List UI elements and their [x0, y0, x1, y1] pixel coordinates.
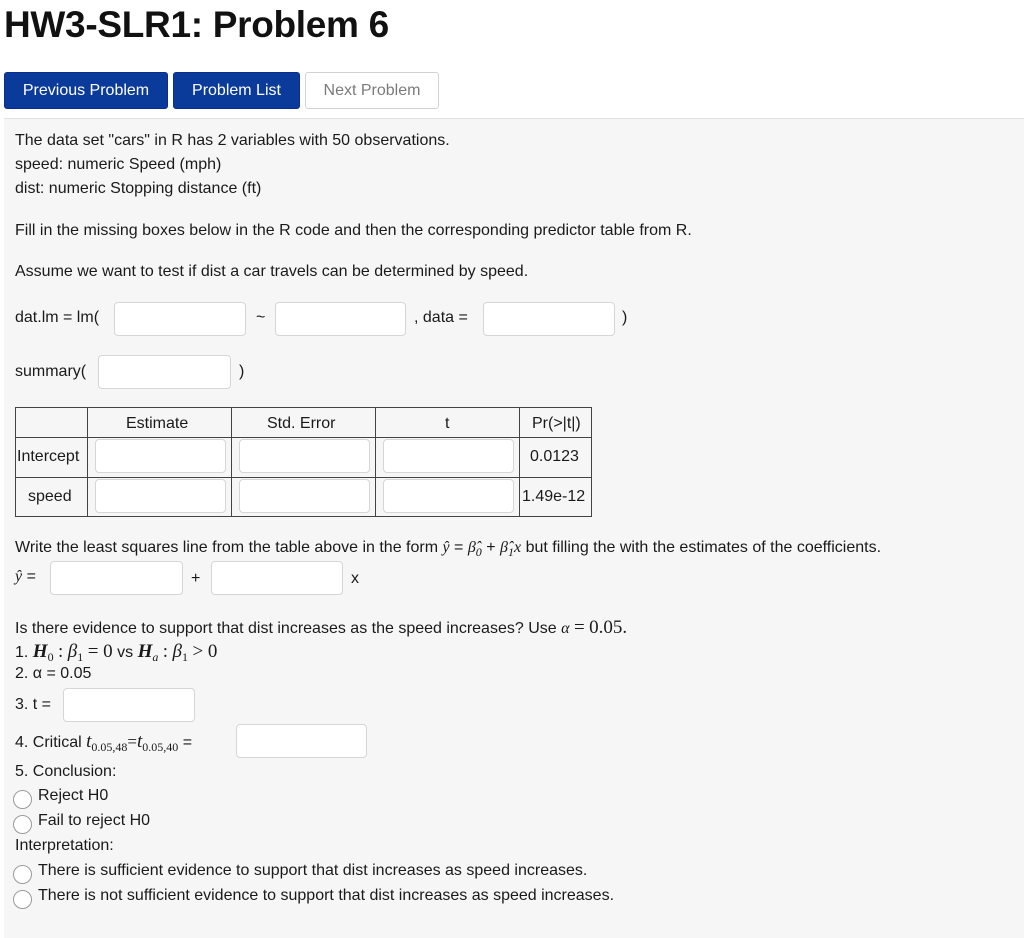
- intercept-stderror-input[interactable]: [239, 439, 370, 473]
- page-title: HW3-SLR1: Problem 6: [4, 4, 389, 45]
- data-argument-label: , data =: [414, 309, 468, 326]
- hypotheses-statement: 1. $H_0$ : $\beta_1 = 0$ vs $H_a$ : $\beta_1 > 0$: [15, 641, 218, 665]
- critical-value-input[interactable]: [236, 724, 367, 758]
- speed-stderror-input[interactable]: [239, 479, 370, 513]
- row-label-speed: speed: [28, 488, 72, 505]
- header-t: t: [445, 415, 450, 432]
- intro-line-1: The data set "cars" in R has 2 variables with 50 observations.: [15, 132, 450, 149]
- x-variable-label: x: [351, 570, 359, 587]
- speed-t-input[interactable]: [383, 479, 514, 513]
- assumption-text: Assume we want to test if dist a car travels can be determined by speed.: [15, 263, 529, 280]
- summary-call-label: summary(: [15, 363, 87, 380]
- sufficient-evidence-label[interactable]: There is sufficient evidence to support that dist increases as speed increases.: [38, 862, 588, 879]
- header-estimate: Estimate: [126, 415, 189, 432]
- intercept-t-input[interactable]: [383, 439, 514, 473]
- problem-list-button[interactable]: Problem List: [173, 72, 300, 109]
- least-squares-prompt: Write the least squares line from the table above in the form ŷ = $\betâ_0$ + $\betâ_1x$ but filling the with the estimates of the coefficients.: [15, 539, 882, 560]
- prompt-start-text: Write the least squares line from the table above in the form: [15, 539, 439, 556]
- alpha-step: 2. α = 0.05: [15, 665, 92, 682]
- intercept-pvalue: 0.0123: [530, 448, 579, 465]
- lm-call-label: dat.lm = lm(: [15, 309, 100, 326]
- instruction-text: Fill in the missing boxes below in the R code and then the corresponding predictor table from R.: [15, 222, 692, 239]
- previous-problem-button[interactable]: Previous Problem: [4, 72, 168, 109]
- intro-line-2: speed: numeric Speed (mph): [15, 156, 222, 173]
- lm-response-input[interactable]: [114, 302, 246, 336]
- problem-navigation: [4, 72, 439, 109]
- yhat-symbol: ŷ: [442, 539, 450, 556]
- t-statistic-label: 3. t =: [15, 696, 52, 713]
- next-problem-button[interactable]: Next Problem: [305, 72, 439, 109]
- speed-estimate-input[interactable]: [95, 479, 226, 513]
- prompt-end-text: but filling the with the estimates of the coefficients.: [525, 539, 882, 556]
- beta0-hat-symbol: $\betâ_0$: [467, 539, 482, 560]
- critical-value-label: 4. Critical $t_{0.05,48}=t_{0.05,40}$ =: [15, 731, 193, 755]
- conclusion-label: 5. Conclusion:: [15, 763, 117, 780]
- not-sufficient-evidence-label[interactable]: There is not sufficient evidence to support that dist increases as speed increases.: [38, 887, 615, 904]
- lm-data-input[interactable]: [483, 302, 615, 336]
- sufficient-evidence-radio[interactable]: [13, 865, 32, 884]
- t-statistic-input[interactable]: [63, 688, 195, 722]
- intro-line-3: dist: numeric Stopping distance (ft): [15, 180, 262, 197]
- intercept-estimate-input[interactable]: [95, 439, 226, 473]
- intercept-coefficient-input[interactable]: [50, 561, 183, 595]
- lm-predictor-input[interactable]: [275, 302, 406, 336]
- slope-coefficient-input[interactable]: [211, 561, 343, 595]
- fail-to-reject-h0-radio[interactable]: [13, 815, 32, 834]
- header-pvalue: Pr(>|t|): [532, 415, 581, 432]
- plus-sign: +: [191, 570, 201, 587]
- problem-body: [4, 118, 1024, 938]
- fail-to-reject-h0-label[interactable]: Fail to reject H0: [38, 812, 151, 829]
- yhat-label: ŷ =: [15, 568, 36, 585]
- coefficient-table: [15, 407, 592, 517]
- header-std-error: Std. Error: [267, 415, 336, 432]
- reject-h0-label[interactable]: Reject H0: [38, 787, 109, 804]
- not-sufficient-evidence-radio[interactable]: [13, 890, 32, 909]
- beta1-hat-x-symbol: $\betâ_1x$: [500, 539, 522, 560]
- summary-object-input[interactable]: [98, 355, 231, 389]
- row-label-intercept: Intercept: [17, 448, 80, 465]
- speed-pvalue: 1.49e-12: [522, 488, 586, 505]
- interpretation-label: Interpretation:: [15, 837, 114, 854]
- lm-close-paren: ): [622, 309, 628, 326]
- evidence-question: Is there evidence to support that dist increases as the speed increases? Use α = 0.05.: [15, 617, 628, 638]
- summary-close-paren: ): [239, 363, 245, 380]
- reject-h0-radio[interactable]: [13, 790, 32, 809]
- tilde-symbol: ~: [256, 309, 266, 326]
